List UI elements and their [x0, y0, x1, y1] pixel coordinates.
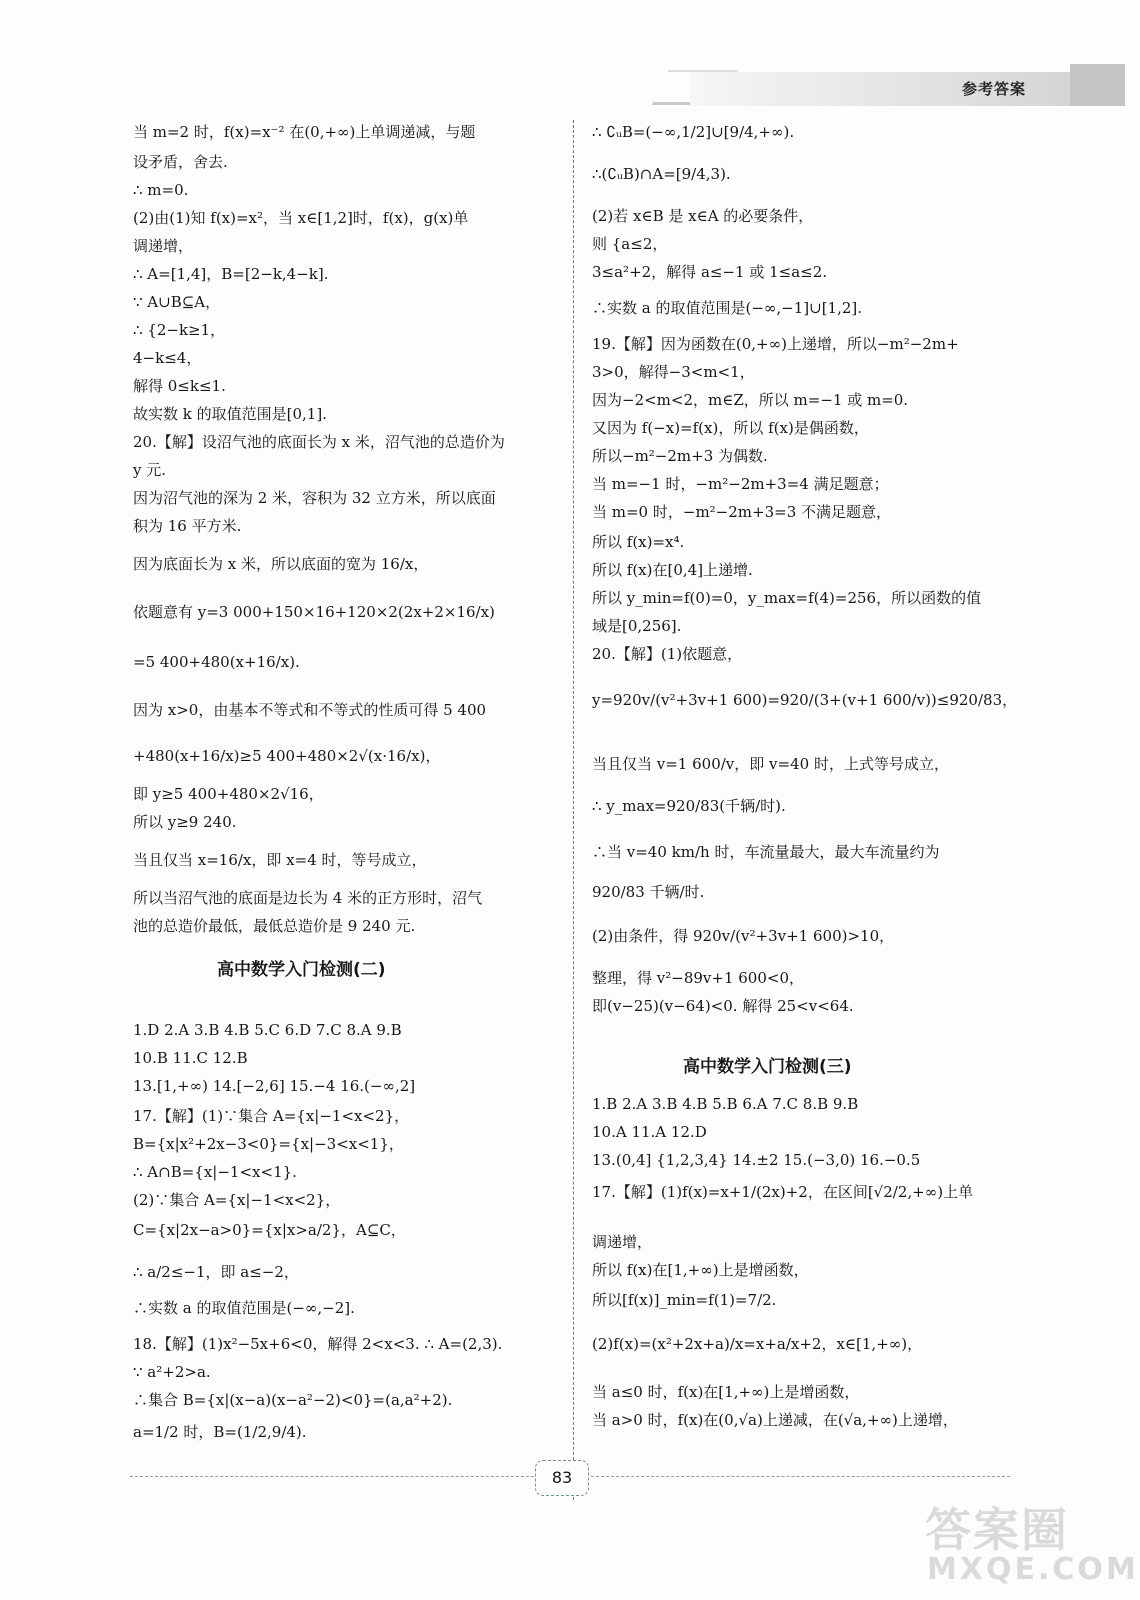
header-band [690, 72, 1125, 106]
right-column-line: 当 a>0 时，f(x)在(0,√a)上递减，在(√a,+∞)上递增， [592, 1411, 958, 1429]
left-column-line: ∴ a/2≤−1，即 a≤−2， [133, 1263, 299, 1281]
left-column-line: 调递增， [133, 237, 194, 255]
left-column-line: y 元. [133, 461, 167, 479]
left-column-line: 当且仅当 x=16/x，即 x=4 时，等号成立， [133, 851, 427, 869]
left-column-line: 17.【解】(1)∵集合 A={x|−1<x<2}， [133, 1107, 410, 1125]
column-divider [573, 120, 574, 1500]
right-column-line: 20.【解】(1)依题意， [592, 645, 743, 663]
left-column-line: 所以 y≥9 240. [133, 813, 237, 831]
left-column-line: 池的总造价最低，最低总造价是 9 240 元. [133, 917, 416, 935]
left-column-line: 依题意有 y=3 000+150×16+120×2(2x+2×16/x) [133, 603, 495, 621]
left-column-line: ∵ a²+2>a. [133, 1363, 211, 1381]
right-column-line: (2)若 x∈B 是 x∈A 的必要条件， [592, 207, 814, 225]
right-column-line: 当 a≤0 时，f(x)在[1,+∞)上是增函数， [592, 1383, 860, 1401]
left-column-line: 因为底面长为 x 米，所以底面的宽为 16/x， [133, 555, 429, 573]
left-column-line: ∵ A∪B⊆A， [133, 293, 221, 311]
right-column-line: 调递增， [592, 1233, 653, 1251]
right-column-line: 整理，得 v²−89v+1 600<0， [592, 969, 805, 987]
right-column-line: 因为−2<m<2，m∈Z，所以 m=−1 或 m=0. [592, 391, 909, 409]
left-column-line: (2)∵集合 A={x|−1<x<2}， [133, 1191, 341, 1209]
left-column-line: 积为 16 平方米. [133, 517, 242, 535]
right-column-line: (2)由条件，得 920v/(v²+3v+1 600)>10， [592, 927, 895, 945]
right-column-line: y=920v/(v²+3v+1 600)=920/(3+(v+1 600/v))≤920/83， [592, 691, 1018, 709]
left-column-line: 10.B 11.C 12.B [133, 1049, 248, 1067]
right-column-line: 当 m=−1 时，−m²−2m+3=4 满足题意； [592, 475, 889, 493]
left-column-line: (2)由(1)知 f(x)=x²，当 x∈[1,2]时，f(x)，g(x)单 [133, 209, 469, 227]
left-column-line: 4−k≤4， [133, 349, 202, 367]
left-column-line: ∴实数 a 的取值范围是(−∞,−2]. [133, 1299, 355, 1317]
left-column-line: ∴ A=[1,4]，B=[2−k,4−k]. [133, 265, 329, 283]
right-column-line: 所以 y_min=f(0)=0，y_max=f(4)=256，所以函数的值 [592, 589, 982, 607]
left-column-line: 所以当沼气池的底面是边长为 4 米的正方形时，沼气 [133, 889, 483, 907]
right-column-line: 所以[f(x)]_min=f(1)=7/2. [592, 1291, 777, 1309]
watermark-line2: MXQE.COM [927, 1552, 1139, 1587]
right-column-line: 域是[0,256]. [592, 617, 682, 635]
left-column-line: 13.[1,+∞) 14.[−2,6] 15.−4 16.(−∞,2] [133, 1077, 416, 1095]
right-column-line: 10.A 11.A 12.D [592, 1123, 707, 1141]
left-column-line: +480(x+16/x)≥5 400+480×2√(x·16/x)， [133, 747, 441, 765]
left-column-line: 18.【解】(1)x²−5x+6<0，解得 2<x<3. ∴ A=(2,3). [133, 1335, 503, 1353]
right-column-line: 当 m=0 时，−m²−2m+3=3 不满足题意， [592, 503, 892, 521]
left-column-line: 即 y≥5 400+480×2√16， [133, 785, 324, 803]
header-label: 参考答案 [962, 80, 1027, 98]
right-column-line: 当且仅当 v=1 600/v，即 v=40 时，上式等号成立， [592, 755, 949, 773]
page-number: 83 [535, 1460, 589, 1496]
right-column-line: 即(v−25)(v−64)<0. 解得 25<v<64. [592, 997, 854, 1015]
right-column-line: 1.B 2.A 3.B 4.B 5.B 6.A 7.C 8.B 9.B [592, 1095, 859, 1113]
left-column-line: 因为 x>0，由基本不等式和不等式的性质可得 5 400 [133, 701, 487, 719]
right-column-line: 920/83 千辆/时. [592, 883, 705, 901]
right-column-line: ∴(∁ᵤB)∩A=[9/4,3). [592, 165, 731, 183]
left-column-line: ∴ A∩B={x|−1<x<1}. [133, 1163, 297, 1181]
right-column-line: ∴当 v=40 km/h 时，车流量最大，最大车流量约为 [592, 843, 940, 861]
right-column-line: 所以 f(x)在[1,+∞)上是增函数， [592, 1261, 809, 1279]
left-column-line: 因为沼气池的深为 2 米，容积为 32 立方米，所以底面 [133, 489, 496, 507]
left-column-line: 1.D 2.A 3.B 4.B 5.C 6.D 7.C 8.A 9.B [133, 1021, 402, 1039]
left-column-line: a=1/2 时，B=(1/2,9/4). [133, 1423, 307, 1441]
right-column-line: 3>0，解得−3<m<1， [592, 363, 755, 381]
right-column-line: 所以 f(x)在[0,4]上递增. [592, 561, 753, 579]
left-column-line: ∴集合 B={x|(x−a)(x−a²−2)<0}=(a,a²+2). [133, 1391, 453, 1409]
right-column-line: 17.【解】(1)f(x)=x+1/(2x)+2，在区间[√2/2,+∞)上单 [592, 1183, 974, 1201]
left-column-line: C={x|2x−a>0}={x|x>a/2}，A⊆C， [133, 1221, 406, 1239]
right-column-line: 则 {a≤2， [592, 235, 668, 253]
header-tab [1070, 64, 1125, 106]
left-column-line: =5 400+480(x+16/x). [133, 653, 300, 671]
right-column-line: 3≤a²+2，解得 a≤−1 或 1≤a≤2. [592, 263, 828, 281]
section-title-test-3: 高中数学入门检测(三) [683, 1057, 852, 1077]
right-column-line: ∴实数 a 的取值范围是(−∞,−1]∪[1,2]. [592, 299, 863, 317]
left-column-line: ∴ {2−k≥1， [133, 321, 226, 339]
left-column-line: 解得 0≤k≤1. [133, 377, 226, 395]
watermark-line1: 答案圈 [925, 1503, 1069, 1557]
right-column-line: 19.【解】因为函数在(0,+∞)上递增，所以−m²−2m+ [592, 335, 959, 353]
right-column-line: (2)f(x)=(x²+2x+a)/x=x+a/x+2，x∈[1,+∞)， [592, 1335, 923, 1353]
page-header [650, 52, 1125, 110]
right-column-line: ∴ y_max=920/83(千辆/时). [592, 797, 786, 815]
left-column-line: B={x|x²+2x−3<0}={x|−3<x<1}， [133, 1135, 404, 1153]
right-column-line: 所以−m²−2m+3 为偶数. [592, 447, 768, 465]
left-column-line: 当 m=2 时，f(x)=x⁻² 在(0,+∞)上单调递减，与题 [133, 123, 476, 141]
left-column-line: 设矛盾，舍去. [133, 153, 228, 171]
watermark-logo [905, 1490, 1139, 1600]
right-column-line: 又因为 f(−x)=f(x)，所以 f(x)是偶函数， [592, 419, 869, 437]
right-column-line: 13.(0,4] {1,2,3,4} 14.±2 15.(−3,0) 16.−0.5 [592, 1151, 921, 1169]
right-column-line: ∴ ∁ᵤB=(−∞,1/2]∪[9/4,+∞). [592, 123, 795, 141]
section-title-test-2: 高中数学入门检测(二) [217, 960, 386, 980]
left-column-line: 20.【解】设沼气池的底面长为 x 米，沼气池的总造价为 [133, 433, 505, 451]
left-column-line: ∴ m=0. [133, 181, 189, 199]
right-column-line: 所以 f(x)=x⁴. [592, 533, 685, 551]
left-column-line: 故实数 k 的取值范围是[0,1]. [133, 405, 327, 423]
